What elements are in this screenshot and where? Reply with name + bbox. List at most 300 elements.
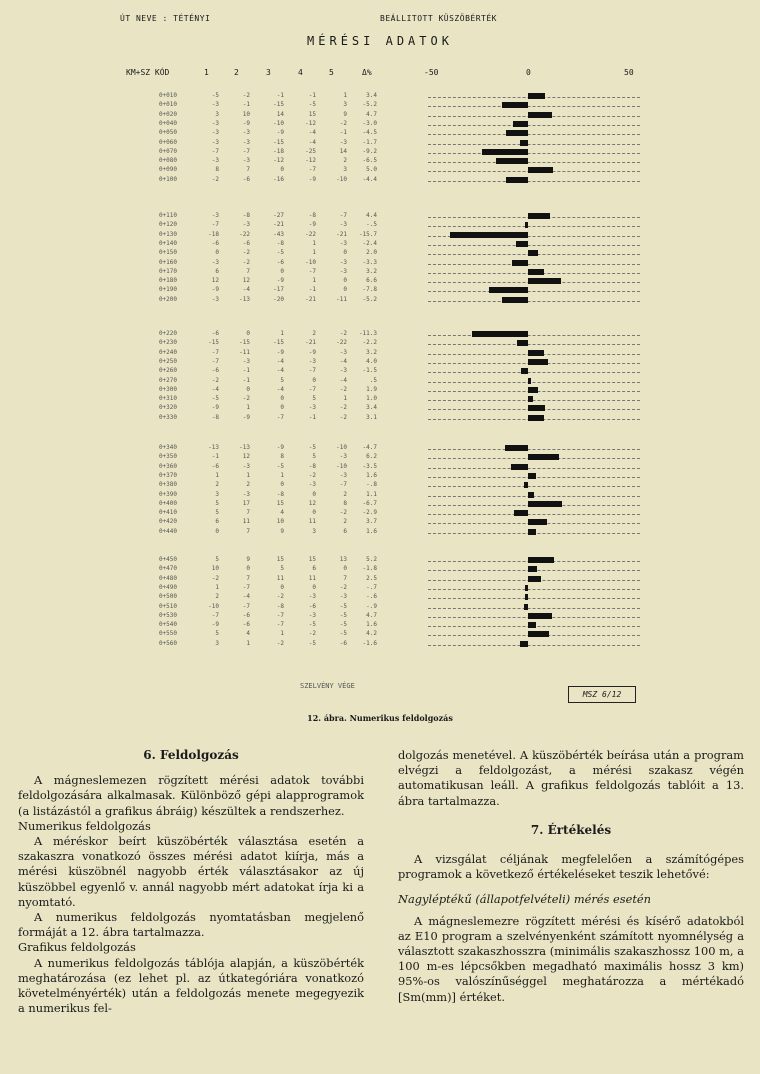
table-row	[0, 509, 760, 518]
value-cell: -5	[276, 462, 284, 470]
value-cell: -12	[273, 157, 284, 165]
value-cell: 15	[276, 499, 284, 507]
table-row	[0, 92, 760, 101]
value-cell: -7	[211, 348, 219, 356]
deviation-bar	[528, 167, 553, 173]
figure-header-threshold: BEÁLLITOTT KÜSZÖBÉRTÉK	[380, 14, 497, 23]
table-row	[0, 286, 760, 295]
value-cell: -7	[242, 147, 250, 155]
value-cell: 0	[343, 565, 347, 573]
delta-cell: 1.0	[366, 395, 377, 403]
km-cell: 0+420	[158, 518, 177, 526]
value-cell: -9	[308, 175, 316, 183]
deviation-bar	[528, 359, 548, 365]
table-row	[0, 528, 760, 537]
deviation-bar	[525, 222, 528, 228]
value-cell: 0	[280, 166, 284, 174]
value-cell: -10	[336, 444, 347, 451]
km-cell: 0+090	[158, 166, 177, 174]
value-cell: -2	[339, 583, 347, 591]
table-row	[0, 212, 760, 221]
value-cell: -7	[308, 267, 316, 275]
value-cell: -3	[242, 357, 250, 365]
value-cell: -12	[305, 119, 316, 127]
deviation-bar	[528, 492, 534, 498]
value-cell: 9	[246, 556, 250, 563]
value-cell: -10	[305, 258, 316, 266]
delta-cell: -4.5	[362, 129, 377, 137]
table-row	[0, 575, 760, 584]
delta-cell: 6.2	[366, 453, 377, 461]
table-row	[0, 176, 760, 185]
value-cell: -3	[308, 357, 316, 365]
paragraph: A numerikus feldolgozás táblója alapján, a küszöbérték meghatározása (ez lehet pl. az útkategóriára vonatkozó követelményérték) után a feldolgozás menete megegyezik a numerikus fel-	[18, 955, 364, 1016]
km-cell: 0+440	[158, 527, 177, 535]
value-cell: -10	[336, 462, 347, 470]
value-cell: 11	[308, 574, 316, 582]
value-cell: -3	[339, 267, 347, 275]
value-cell: -2	[242, 395, 250, 403]
table-row	[0, 565, 760, 574]
row-guide-line	[428, 125, 640, 126]
value-cell: -16	[273, 175, 284, 183]
row-guide-line	[428, 608, 640, 609]
delta-cell: 3.1	[366, 413, 377, 421]
delta-cell: 3.2	[366, 267, 377, 275]
value-cell: -6	[242, 239, 250, 247]
value-cell: -4	[276, 385, 284, 393]
value-cell: 8	[280, 453, 284, 461]
km-cell: 0+510	[158, 602, 177, 610]
km-cell: 0+490	[158, 583, 177, 591]
value-cell: 11	[276, 574, 284, 582]
value-cell: -3	[242, 490, 250, 498]
value-cell: -7	[276, 413, 284, 421]
value-cell: -7	[276, 611, 284, 619]
delta-cell: -3.5	[362, 462, 377, 470]
delta-cell: .5	[369, 376, 377, 384]
delta-cell: 5.2	[366, 556, 377, 563]
value-cell: -3	[339, 221, 347, 229]
delta-cell: -1.6	[362, 639, 377, 647]
value-cell: 0	[280, 583, 284, 591]
km-cell: 0+300	[158, 385, 177, 393]
value-cell: -22	[336, 339, 347, 347]
km-cell: 0+010	[158, 101, 177, 109]
table-row	[0, 367, 760, 376]
table-row	[0, 377, 760, 386]
delta-cell: 3.4	[366, 404, 377, 412]
value-cell: -3	[339, 471, 347, 479]
km-cell: 0+170	[158, 267, 177, 275]
value-cell: 3	[215, 490, 219, 498]
deviation-bar	[528, 112, 552, 118]
km-cell: 0+320	[158, 404, 177, 412]
value-cell: 7	[246, 574, 250, 582]
value-cell: 14	[276, 110, 284, 118]
deviation-bar	[528, 501, 562, 507]
value-cell: -3	[339, 258, 347, 266]
value-cell: -8	[242, 212, 250, 219]
value-cell: 3	[215, 639, 219, 647]
deviation-bar	[520, 641, 528, 647]
value-cell: -3	[242, 138, 250, 146]
value-cell: -7	[276, 621, 284, 629]
deviation-bar	[528, 454, 559, 460]
value-cell: -1	[308, 413, 316, 421]
value-cell: 9	[280, 527, 284, 535]
value-cell: 0	[343, 277, 347, 285]
value-cell: 3	[343, 101, 347, 109]
deviation-bar	[528, 631, 549, 637]
deviation-bar	[516, 241, 528, 247]
paragraph: dolgozás menetével. A küszöbérték beírása után a program elvégzi a feldolgozást, a mérési szakasz végén automatikusan leáll. A grafikus feldolgozás tablóit a 13. ábra tartalmazza.	[398, 748, 744, 808]
deviation-bar	[520, 140, 529, 146]
deviation-bar	[528, 250, 538, 256]
value-cell: 9	[343, 110, 347, 118]
deviation-bar	[482, 149, 528, 155]
deviation-bar	[528, 557, 554, 563]
subheading: Numerikus feldolgozás	[18, 818, 151, 833]
delta-cell: 6.6	[366, 277, 377, 285]
deviation-bar	[512, 260, 529, 266]
value-cell: 1	[215, 471, 219, 479]
value-cell: -6	[211, 239, 219, 247]
table-row	[0, 444, 760, 453]
left-column	[18, 748, 364, 1016]
value-cell: -6	[242, 611, 250, 619]
value-cell: 6	[215, 267, 219, 275]
value-cell: -2	[276, 593, 284, 601]
value-cell: -9	[276, 444, 284, 451]
value-cell: 0	[280, 267, 284, 275]
deviation-bar	[528, 566, 537, 572]
value-cell: -9	[211, 621, 219, 629]
value-cell: -7	[211, 611, 219, 619]
table-row	[0, 101, 760, 110]
value-cell: -1	[242, 367, 250, 375]
col-header-4: 4	[298, 68, 303, 77]
value-cell: -6	[242, 175, 250, 183]
value-cell: -3	[211, 212, 219, 219]
table-row	[0, 621, 760, 630]
deviation-bar	[505, 445, 529, 451]
value-cell: 1	[246, 404, 250, 412]
value-cell: 7	[246, 267, 250, 275]
km-cell: 0+220	[158, 330, 177, 337]
section-end-note: SZELVÉNY VÉGE	[300, 682, 355, 690]
value-cell: 5	[215, 509, 219, 517]
table-row	[0, 349, 760, 358]
km-cell: 0+480	[158, 574, 177, 582]
value-cell: -1	[276, 92, 284, 99]
value-cell: -3	[242, 221, 250, 229]
value-cell: -2	[339, 413, 347, 421]
value-cell: -2	[339, 404, 347, 412]
km-cell: 0+100	[158, 175, 177, 183]
km-cell: 0+060	[158, 138, 177, 146]
value-cell: 4	[280, 509, 284, 517]
value-cell: -1	[242, 376, 250, 384]
delta-cell: 1.6	[366, 471, 377, 479]
delta-cell: 4.4	[366, 212, 377, 219]
delta-cell: -3.3	[362, 258, 377, 266]
delta-cell: 5.0	[366, 166, 377, 174]
row-guide-line	[428, 372, 640, 373]
deviation-bar	[517, 340, 528, 346]
value-cell: -2	[211, 574, 219, 582]
deviation-bar	[514, 510, 529, 516]
value-cell: 0	[215, 527, 219, 535]
deviation-bar	[528, 613, 552, 619]
value-cell: 11	[242, 518, 250, 526]
table-row	[0, 463, 760, 472]
deviation-bar	[528, 622, 536, 628]
table-row	[0, 259, 760, 268]
value-cell: -5	[308, 101, 316, 109]
value-cell: -4	[211, 385, 219, 393]
value-cell: 5	[215, 630, 219, 638]
table-row	[0, 120, 760, 129]
value-cell: -3	[339, 367, 347, 375]
delta-cell: -7.8	[362, 286, 377, 294]
value-cell: -5	[339, 621, 347, 629]
value-cell: -2	[242, 258, 250, 266]
km-cell: 0+540	[158, 621, 177, 629]
delta-cell: 3.7	[366, 518, 377, 526]
value-cell: 2	[215, 481, 219, 489]
value-cell: -20	[273, 295, 284, 303]
km-cell: 0+370	[158, 471, 177, 479]
delta-cell: 1.1	[366, 490, 377, 498]
value-cell: -5	[308, 444, 316, 451]
value-cell: 1	[312, 239, 316, 247]
row-guide-line	[428, 645, 640, 646]
value-cell: 3	[343, 166, 347, 174]
table-row	[0, 491, 760, 500]
value-cell: -4	[276, 357, 284, 365]
value-cell: -15	[273, 339, 284, 347]
value-cell: -3	[211, 119, 219, 127]
delta-cell: 1.6	[366, 621, 377, 629]
value-cell: 0	[246, 385, 250, 393]
value-cell: -12	[305, 157, 316, 165]
km-cell: 0+270	[158, 376, 177, 384]
row-guide-line	[428, 245, 640, 246]
delta-cell: 4.7	[366, 611, 377, 619]
table-row	[0, 472, 760, 481]
value-cell: 0	[312, 583, 316, 591]
table-row	[0, 166, 760, 175]
row-guide-line	[428, 153, 640, 154]
stamp-label: MSZ 6/12	[568, 686, 636, 703]
value-cell: -27	[273, 212, 284, 219]
delta-cell: -9.2	[362, 147, 377, 155]
value-cell: -7	[242, 583, 250, 591]
deviation-bar	[489, 287, 528, 293]
row-guide-line	[428, 264, 640, 265]
deviation-bar	[528, 415, 544, 421]
value-cell: -2	[211, 175, 219, 183]
value-cell: 5	[215, 556, 219, 563]
value-cell: 7	[246, 509, 250, 517]
value-cell: 0	[312, 509, 316, 517]
table-row	[0, 240, 760, 249]
row-guide-line	[428, 589, 640, 590]
km-cell: 0+450	[158, 556, 177, 563]
value-cell: -5	[339, 602, 347, 610]
value-cell: -5	[308, 639, 316, 647]
paragraph: A vizsgálat céljának megfelelően a számítógépes programok a következő értékeléseket teszik lehetővé:	[398, 852, 744, 882]
km-cell: 0+150	[158, 249, 177, 257]
value-cell: -6	[339, 639, 347, 647]
value-cell: 1	[280, 471, 284, 479]
deviation-bar	[524, 482, 528, 488]
table-row	[0, 453, 760, 462]
km-cell: 0+560	[158, 639, 177, 647]
value-cell: 0	[280, 404, 284, 412]
value-cell: -7	[211, 357, 219, 365]
km-cell: 0+040	[158, 119, 177, 127]
table-row	[0, 139, 760, 148]
km-cell: 0+530	[158, 611, 177, 619]
value-cell: 2	[312, 330, 316, 337]
value-cell: -4	[308, 129, 316, 137]
delta-cell: -1.5	[362, 367, 377, 375]
value-cell: -3	[211, 101, 219, 109]
value-cell: 10	[211, 565, 219, 573]
axis-label-min: -50	[424, 68, 439, 77]
km-cell: 0+550	[158, 630, 177, 638]
delta-cell: -.8	[366, 481, 377, 489]
value-cell: 1	[343, 92, 347, 99]
value-cell: 0	[246, 330, 250, 337]
value-cell: -2	[339, 119, 347, 127]
value-cell: 12	[242, 277, 250, 285]
km-cell: 0+350	[158, 453, 177, 461]
value-cell: -9	[308, 348, 316, 356]
km-cell: 0+120	[158, 221, 177, 229]
value-cell: 3	[312, 527, 316, 535]
delta-cell: 2.5	[366, 574, 377, 582]
value-cell: -17	[273, 286, 284, 294]
value-cell: -21	[336, 230, 347, 238]
table-row	[0, 603, 760, 612]
value-cell: -9	[276, 129, 284, 137]
table-row	[0, 148, 760, 157]
deviation-bar	[528, 387, 538, 393]
row-guide-line	[428, 598, 640, 599]
value-cell: -6	[211, 330, 219, 337]
value-cell: 5	[215, 499, 219, 507]
km-cell: 0+050	[158, 129, 177, 137]
deviation-bar	[528, 278, 561, 284]
delta-cell: -5.2	[362, 101, 377, 109]
value-cell: 1	[215, 583, 219, 591]
table-row	[0, 339, 760, 348]
figure-caption: 12. ábra. Numerikus feldolgozás	[307, 713, 453, 723]
value-cell: 17	[242, 499, 250, 507]
delta-cell: 1.9	[366, 385, 377, 393]
delta-cell: -4.4	[362, 175, 377, 183]
value-cell: -3	[339, 239, 347, 247]
table-row	[0, 221, 760, 230]
col-header-km: KM+SZ KÓD	[126, 68, 170, 77]
table-row	[0, 358, 760, 367]
km-cell: 0+240	[158, 348, 177, 356]
deviation-bar	[528, 93, 545, 99]
value-cell: -8	[276, 602, 284, 610]
subheading: Grafikus feldolgozás	[18, 940, 136, 955]
deviation-bar	[528, 529, 536, 535]
value-cell: -8	[308, 212, 316, 219]
deviation-bar	[528, 396, 533, 402]
delta-cell: -1.7	[362, 138, 377, 146]
value-cell: 1	[343, 395, 347, 403]
value-cell: -5	[276, 249, 284, 257]
km-cell: 0+340	[158, 444, 177, 451]
value-cell: 5	[280, 565, 284, 573]
deviation-bar	[524, 604, 529, 610]
value-cell: -3	[242, 129, 250, 137]
value-cell: -21	[305, 339, 316, 347]
value-cell: -11	[239, 348, 250, 356]
section-heading-7: 7. Értékelés	[530, 822, 612, 837]
value-cell: 0	[280, 395, 284, 403]
deviation-bar	[511, 464, 529, 470]
col-header-1: 1	[204, 68, 209, 77]
value-cell: 13	[339, 556, 347, 563]
row-guide-line	[428, 181, 640, 182]
value-cell: -5	[339, 630, 347, 638]
col-header-3: 3	[266, 68, 271, 77]
table-row	[0, 277, 760, 286]
delta-cell: -5.2	[362, 295, 377, 303]
col-header-2: 2	[234, 68, 239, 77]
km-cell: 0+140	[158, 239, 177, 247]
value-cell: 1	[312, 249, 316, 257]
deviation-bar	[528, 378, 531, 384]
deviation-bar	[528, 350, 544, 356]
value-cell: -22	[239, 230, 250, 238]
km-cell: 0+130	[158, 230, 177, 238]
deviation-bar	[506, 177, 528, 183]
value-cell: 12	[242, 453, 250, 461]
value-cell: -1	[308, 286, 316, 294]
delta-cell: -.5	[366, 221, 377, 229]
deviation-bar	[525, 594, 528, 600]
value-cell: 1	[246, 639, 250, 647]
table-row	[0, 593, 760, 602]
value-cell: -9	[242, 119, 250, 127]
section-heading-6: 6. Feldolgozás	[143, 748, 239, 762]
value-cell: 0	[343, 286, 347, 294]
row-guide-line	[428, 514, 640, 515]
value-cell: 8	[215, 166, 219, 174]
value-cell: -1	[339, 129, 347, 137]
value-cell: -25	[305, 147, 316, 155]
value-cell: -4	[276, 367, 284, 375]
deviation-bar	[525, 585, 529, 591]
value-cell: 6	[215, 518, 219, 526]
value-cell: -8	[308, 462, 316, 470]
paragraph: A méréskor beírt küszöbérték választása esetén a szakaszra vonatkozó összes mérési adatot kiírja, más a mérési küszöbnél nagyobb érték választásakor az új küszöbbel egyenlő v. annál nagyobb mért adatokat írja ki a nyomtató.	[18, 834, 364, 909]
value-cell: -2	[339, 509, 347, 517]
value-cell: -15	[208, 339, 219, 347]
value-cell: -6	[211, 367, 219, 375]
table-row	[0, 630, 760, 639]
km-cell: 0+310	[158, 395, 177, 403]
